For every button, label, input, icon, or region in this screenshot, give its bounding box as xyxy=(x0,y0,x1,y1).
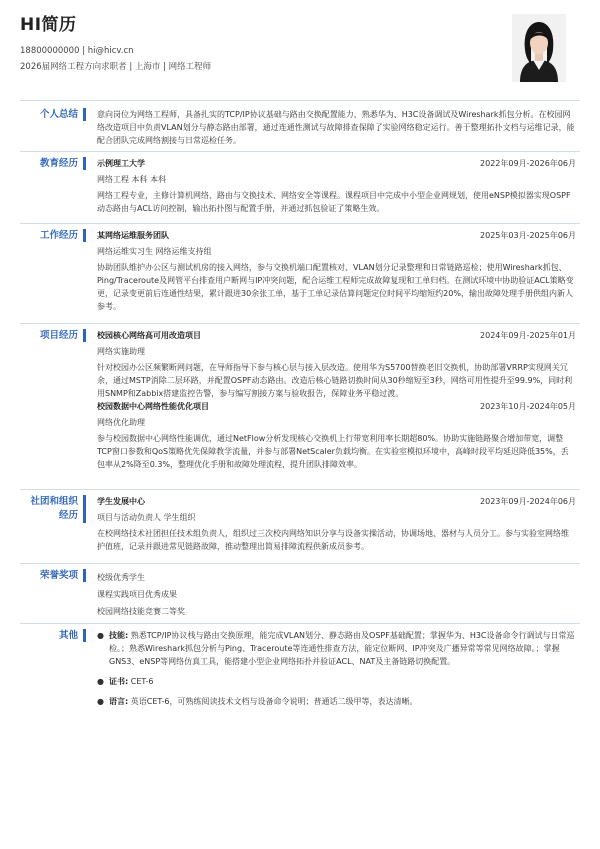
section-marker xyxy=(83,495,86,523)
bullet-icon: ● xyxy=(97,677,104,686)
section-marker xyxy=(83,108,86,121)
projects-section xyxy=(20,329,580,489)
section-marker xyxy=(83,229,86,242)
certificate-label: 证书: xyxy=(109,677,129,686)
activity-section xyxy=(20,495,580,561)
certificate-item xyxy=(97,675,576,688)
activity-org: 学生发展中心 xyxy=(97,497,145,506)
language-label: 语言: xyxy=(109,697,129,706)
summary-title: 个人总结 xyxy=(39,109,78,120)
work-role: 网络运维实习生 网络运维支持组 xyxy=(97,247,212,256)
project-role: 网络实施助理 xyxy=(97,347,145,356)
skills-item xyxy=(97,629,576,668)
resume-header xyxy=(20,14,580,98)
project-date: 2023年10月-2024年05月 xyxy=(480,402,576,411)
section-marker xyxy=(83,329,86,342)
activity-role: 项目与活动负责人 学生组织 xyxy=(97,513,196,522)
summary-section xyxy=(20,108,580,152)
project-description: 参与校园数据中心网络性能调优，通过NetFlow分析发现核心交换机上行带宽利用率长期超80%。协助实施链路聚合增加带宽，调整TCP窗口参数和QoS策略优先保障教学流量，并参与部署NetScaler负载均衡。在实验室模拟环境中，高峰时段平均延迟降低35%，丢包率从2%降至0.3%，整理优化手册和故障处理流程，提升团队排障效率。 xyxy=(97,434,569,469)
header-divider xyxy=(20,100,580,101)
education-section xyxy=(20,157,580,223)
school-name: 示例理工大学 xyxy=(97,159,145,168)
bullet-icon: ● xyxy=(97,697,104,706)
activity-title-line2: 经历 xyxy=(58,510,78,521)
award-item: 校级优秀学生 xyxy=(97,573,145,582)
job-intent: 2026届网络工程方向求职者 | 上海市 | 网络工程师 xyxy=(20,62,212,72)
project-name: 校园数据中心网络性能优化项目 xyxy=(97,402,209,411)
section-divider xyxy=(20,623,580,624)
section-marker xyxy=(83,629,86,642)
section-divider xyxy=(20,563,580,564)
bullet-icon: ● xyxy=(97,631,104,640)
activity-date: 2023年09月-2024年06月 xyxy=(480,497,576,506)
awards-section xyxy=(20,569,580,621)
candidate-name: HI简历 xyxy=(20,15,77,35)
project-name: 校园核心网络高可用改造项目 xyxy=(97,331,201,340)
section-marker xyxy=(83,157,86,170)
portrait-image xyxy=(512,14,566,82)
activity-title-line1: 社团和组织 xyxy=(30,496,78,507)
language-text: 英语CET-6，可熟练阅读技术文档与设备命令说明；普通话二级甲等，表达清晰。 xyxy=(130,697,418,706)
certificate-text: CET-6 xyxy=(130,677,154,686)
others-section xyxy=(20,629,580,729)
skills-label: 技能: xyxy=(109,631,129,640)
work-date: 2025年03月-2025年06月 xyxy=(480,231,576,240)
work-section xyxy=(20,229,580,323)
award-item: 校园网络技能竞赛二等奖 xyxy=(97,607,185,616)
education-title: 教育经历 xyxy=(39,158,78,169)
project-role: 网络优化助理 xyxy=(97,418,145,427)
skills-text: 熟悉TCP/IP协议栈与路由交换原理，能完成VLAN划分、静态路由及OSPF基础配置；掌握华为、H3C设备命令行调试与日常巡检。；熟悉Wireshark抓包分析与Ping、Traceroute等连通性排查方法，能定位断网、IP冲突及广播异常等常见网络故障。；掌握GNS3、eNSP等网络仿真工具，能搭建小型企业网络拓扑并验证ACL、NAT及主备链路切换配置。 xyxy=(109,631,575,666)
activity-description: 在校网络技术社团担任技术组负责人，组织过三次校内网络知识分享与设备实操活动，协调场地、器材与人员分工。参与实验室网络维护值班，记录并跟进常见链路故障，推动整理出简易排障流程供新成员参考。 xyxy=(97,529,569,551)
language-item xyxy=(97,695,576,708)
section-divider xyxy=(20,489,580,490)
work-company: 某网络运维服务团队 xyxy=(97,231,169,240)
section-divider xyxy=(20,223,580,224)
award-item: 课程实践项目优秀成果 xyxy=(97,590,177,599)
projects-title: 项目经历 xyxy=(39,330,78,341)
section-divider xyxy=(20,323,580,324)
awards-title: 荣誉奖项 xyxy=(39,570,78,581)
profile-photo xyxy=(512,14,566,82)
education-date: 2022年09月-2026年06月 xyxy=(480,159,576,168)
project-description: 针对校园办公区频繁断网问题，在导师指导下参与核心层与接入层改造。使用华为S5700替换老旧交换机，协助部署VRRP实现网关冗余，通过MSTP消除二层环路，并配置OSPF动态路由。改造后核心链路切换时间从30秒缩短至3秒，网络可用性提升至99.9%，同时利用SNMP和Zabbix搭建监控告警，参与编写割接方案与验收报告，保障业务平稳过渡。 xyxy=(97,363,573,398)
others-title: 其他 xyxy=(58,630,78,641)
project-date: 2024年09月-2025年01月 xyxy=(480,331,576,340)
education-major: 网络工程 本科 本科 xyxy=(97,175,167,184)
contact-info: 18800000000 | hi@hicv.cn xyxy=(20,46,134,56)
work-title: 工作经历 xyxy=(39,230,78,241)
activity-title xyxy=(20,495,78,523)
work-description: 协助团队维护办公区与测试机房的接入网络，参与交换机端口配置核对、VLAN划分记录整理和日常链路巡检；使用Wireshark抓包、Ping/Traceroute及网管平台排查用户断网与IP冲突问题，配合运维工程师完成故障复现和工单归档。在测试环境中协助验证ACL策略变更，记录变更前后连通性结果，累计跟进30余张工单，基于工单记录估算问题定位时间平均缩短约20%，输出故障处理手册供组内新人参考。 xyxy=(97,263,574,311)
summary-text: 意向岗位为网络工程师，具备扎实的TCP/IP协议基础与路由交换配置能力，熟悉华为、H3C设备调试及Wireshark抓包分析。在校园网络改造项目中负责VLAN划分与静态路由部署，通过连通性测试与故障排查保障了实验网络稳定运行。善于整理拓扑文档与运维记录，能配合团队完成网络割接与日常巡检任务。 xyxy=(97,110,575,145)
education-description: 网络工程专业，主修计算机网络、路由与交换技术、网络安全等课程。课程项目中完成中小型企业网规划，使用eNSP模拟器实现OSPF动态路由与ACL访问控制，输出拓扑图与配置手册，并通过抓包验证了策略生效。 xyxy=(97,191,571,213)
section-marker xyxy=(83,569,86,582)
section-divider xyxy=(20,151,580,152)
